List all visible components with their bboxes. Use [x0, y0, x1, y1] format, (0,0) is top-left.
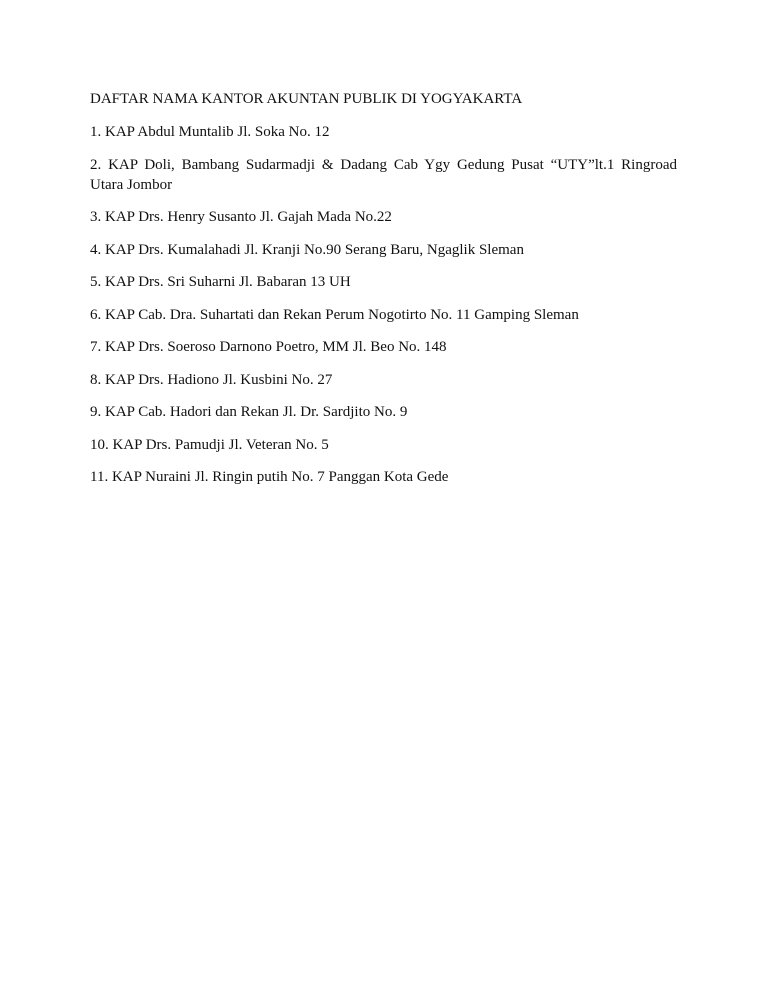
- list-item: 4. KAP Drs. Kumalahadi Jl. Kranji No.90 Serang Baru, Ngaglik Sleman: [90, 241, 524, 258]
- list-item: 1. KAP Abdul Muntalib Jl. Soka No. 12: [90, 124, 330, 140]
- document-title: DAFTAR NAMA KANTOR AKUNTAN PUBLIK DI YOGYAKARTA: [90, 91, 523, 107]
- list-item: 9. KAP Cab. Hadori dan Rekan Jl. Dr. Sardjito No. 9: [90, 404, 408, 420]
- list-item: 11. KAP Nuraini Jl. Ringin putih No. 7 Panggan Kota Gede: [90, 469, 449, 485]
- document-body: [90, 89, 677, 500]
- list-item: 8. KAP Drs. Hadiono Jl. Kusbini No. 27: [90, 371, 333, 388]
- list-item: 7. KAP Drs. Soeroso Darnono Poetro, MM Jl. Beo No. 148: [90, 339, 447, 355]
- list-item: 10. KAP Drs. Pamudji Jl. Veteran No. 5: [90, 436, 329, 453]
- list-item: 6. KAP Cab. Dra. Suhartati dan Rekan Perum Nogotirto No. 11 Gamping Sleman: [90, 306, 579, 323]
- list-item: 2. KAP Doli, Bambang Sudarmadji & Dadang Cab Ygy Gedung Pusat “UTY”lt.1 Ringroad Utara Jombor: [90, 156, 677, 193]
- list-item: 3. KAP Drs. Henry Susanto Jl. Gajah Mada No.22: [90, 209, 392, 225]
- list-item: 5. KAP Drs. Sri Suharni Jl. Babaran 13 UH: [90, 274, 351, 290]
